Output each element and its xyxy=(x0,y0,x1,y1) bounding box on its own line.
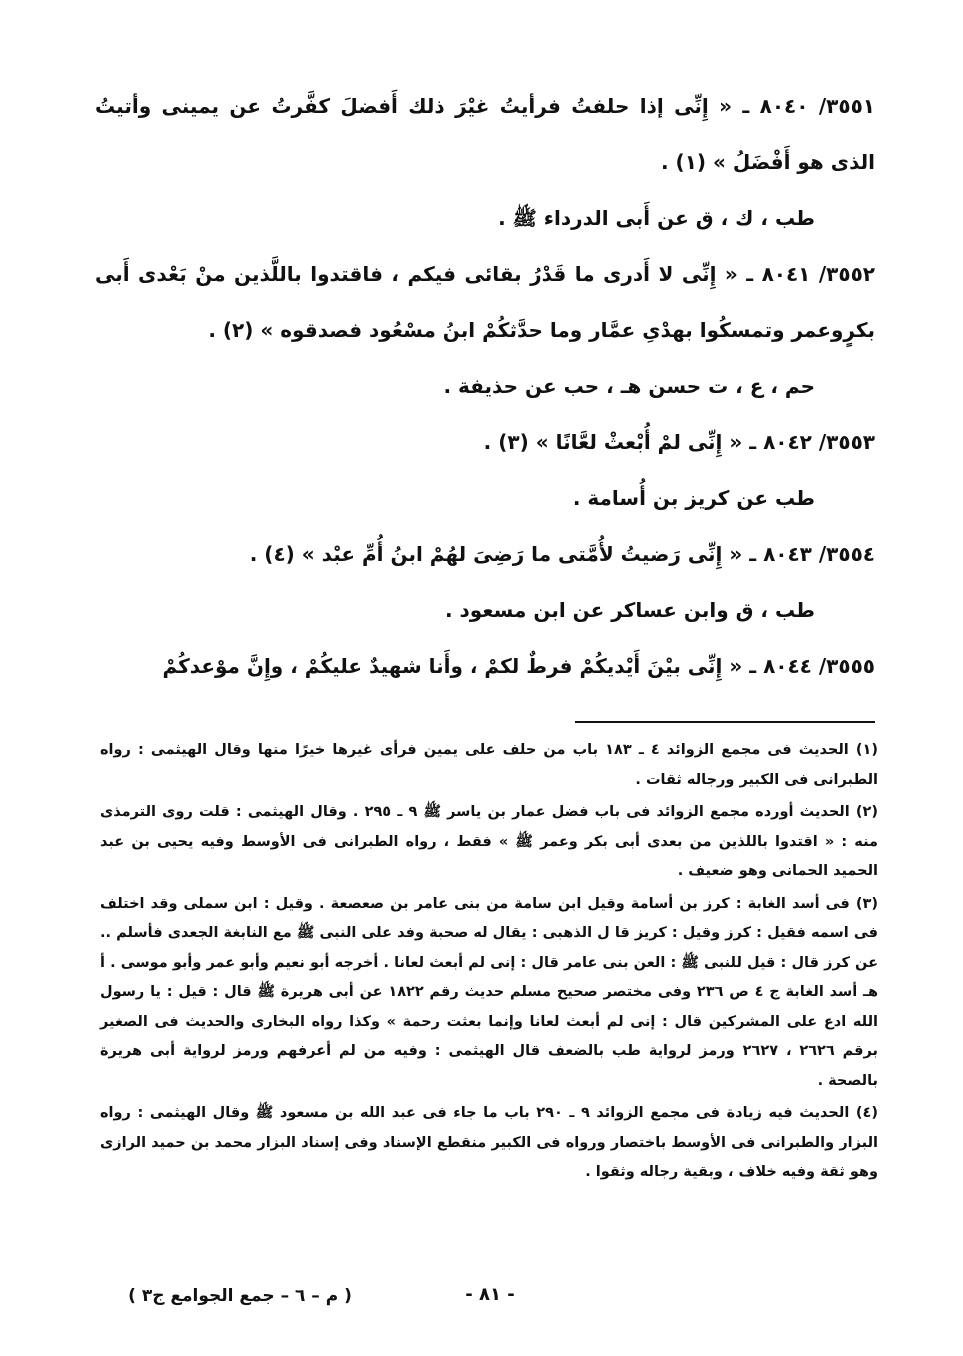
footnote-3: (٣) فى أسد الغابة : كرز بن أسامة وقيل ابن سامة من بنى عامر بن صعصعة . وقيل : ابن سملى وقد اختلف فى اسمه فقيل : كرز وقيل : كريز قا ل الذهبى : يقال له صحبة وفد على النبى ﷺ مع النابغة الجعدى فأسلم .. عن كرز قال : قيل للنبى ﷺ : العن بنى عامر قال : إنى لم أبعث لعانا . أخرجه أبو نعيم وأبو عمر وأبو موسى . أ هـ أسد الغابة ج ٤ ص ٢٣٦ وفى مختصر صحيح مسلم حديث رقم ١٨٢٢ عن أبى هريرة ﷺ قال : قيل : يا رسول الله ادع على المشركين قال : إنى لم أبعث لعانا وإنما بعثت رحمة » وكذا رواه البخارى والحديث فى الصغير برقم ٢٦٢٦ ، ٢٦٢٧ ورمز لرواية طب بالضعف قال الهيثمى : وفيه من لم أعرفهم ورمز لرواية أبى هريرة بالصحة . xyxy=(100,895,879,1089)
footnote-2: (٢) الحديث أورده مجمع الزوائد فى باب فضل عمار بن ياسر ﷺ ٩ ـ ٢٩٥ . وقال الهيثمى : قلت روى الترمذى منه : « اقتدوا باللذين من بعدى أبى بكر وعمر ﷺ » فقط ، رواه الطبرانى فى الأوسط وفيه يحيى بن عبد الحميد الحمانى وهو ضعيف . xyxy=(100,804,878,879)
source-3553: طب عن كريز بن أُسامة . xyxy=(572,486,815,510)
main-text xyxy=(95,78,875,694)
hadith-3553: ٣٥٥٣/ ٨٠٤٢ ـ « إِنِّى لمْ أُبْعثْ لعَّانًا » (٣) . xyxy=(483,430,875,454)
hadith-3552: ٣٥٥٢/ ٨٠٤١ ـ « إِنِّى لا أَدرى ما قَدْرُ بقائى فيكم ، فاقتدوا باللَّذين منْ بَعْدى أَبى بكرٍوعمر وتمسكُوا بهدْىِ عمَّار وما حدَّثكُمْ ابنُ مسْعُود فصدقوه » (٢) . xyxy=(95,262,875,342)
hadith-3551: ٣٥٥١/ ٨٠٤٠ ـ « إِنِّى إذا حلفتُ فرأيتُ غيْرَ ذلك أَفضلَ كفَّرتُ عن يمينى وأتيتُ الذى هو أَفْضَلُ » (١) . xyxy=(95,94,875,174)
source-3551: طب ، ك ، ق عن أَبى الدرداء ﷺ . xyxy=(498,206,815,230)
source-3554: طب ، ق وابن عساكر عن ابن مسعود . xyxy=(444,598,815,622)
footnote-4: (٤) الحديث فيه زيادة فى مجمع الزوائد ٩ ـ ٢٩٠ باب ما جاء فى عبد الله بن مسعود ﷺ وقال الهيثمى : رواه البزار والطبرانى فى الأوسط باختصار ورواه فى الكبير منقطع الإسناد وفى إسناد البزار محمد بن حميد الرازى وهو ثقة وفيه خلاف ، وبقية رجاله وثقوا . xyxy=(100,1105,878,1180)
hadith-3554: ٣٥٥٤/ ٨٠٤٣ ـ « إِنِّى رَضيتُ لأُمَّتى ما رَضِىَ لهُمْ ابنُ أُمِّ عبْد » (٤) . xyxy=(249,542,875,566)
page-number: - ٨١ - xyxy=(465,1284,515,1305)
footnotes xyxy=(100,736,878,1191)
footnote-1: (١) الحديث فى مجمع الزوائد ٤ ـ ١٨٣ باب من حلف على يمين فرأى غيرها خيرًا منها وقال الهيثمى : رواه الطبرانى فى الكبير ورجاله ثقات . xyxy=(100,742,879,788)
signature-mark: ( م – ٦ – جمع الجوامع ج٣ ) xyxy=(128,1286,352,1306)
hadith-3555: ٣٥٥٥/ ٨٠٤٤ ـ « إِنِّى بيْنَ أَيْديكُمْ فرطٌ لكمْ ، وأَنا شهيدٌ عليكُمْ ، وإِنَّ موْعدكُمْ xyxy=(162,654,875,678)
source-3552: حم ، ع ، ت حسن هـ ، حب عن حذيفة . xyxy=(443,374,815,398)
footnote-divider xyxy=(575,721,875,723)
